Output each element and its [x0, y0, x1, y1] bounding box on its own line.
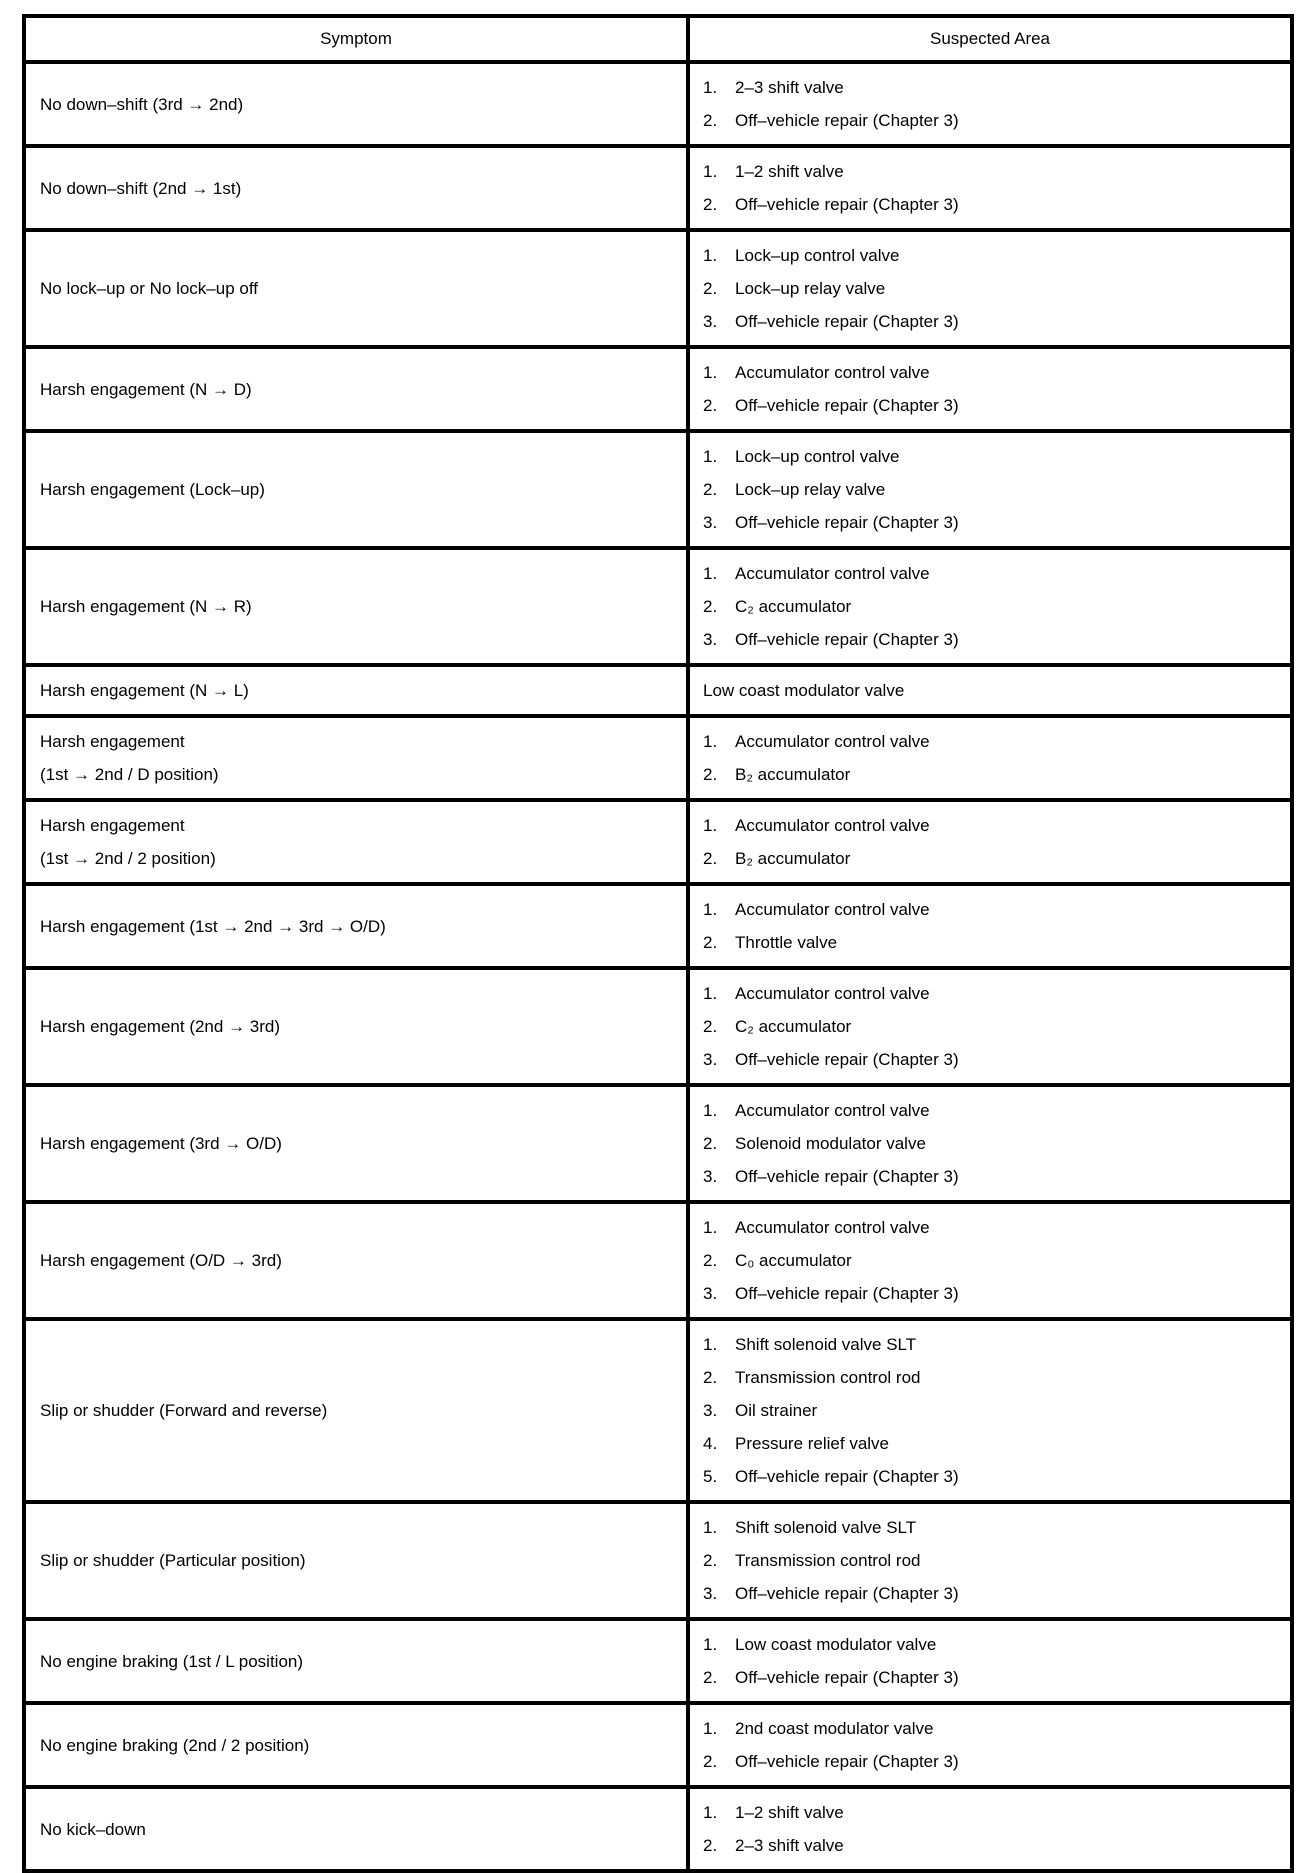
item-number: 3. — [703, 1284, 718, 1303]
symptom-text: No engine braking (1st / L position) — [40, 1651, 304, 1671]
item-text: 2nd coast modulator valve — [735, 1719, 934, 1738]
suspected-area-item — [703, 1628, 1282, 1661]
symptom-cell — [24, 884, 688, 968]
suspected-area-item — [703, 1511, 1282, 1544]
table-row — [24, 548, 1292, 665]
item-text: Off–vehicle repair (Chapter 3) — [735, 1284, 959, 1303]
suspected-area-item — [703, 1460, 1282, 1493]
table-row — [24, 1085, 1292, 1202]
suspected-area-cell — [688, 1319, 1292, 1502]
symptom-cell — [24, 431, 688, 548]
suspected-area-item — [703, 506, 1282, 539]
symptom-cell — [24, 1085, 688, 1202]
table-row — [24, 431, 1292, 548]
item-number: 2. — [703, 195, 718, 214]
suspected-area-cell — [688, 1619, 1292, 1703]
suspected-area-cell — [688, 146, 1292, 230]
table-row — [24, 665, 1292, 716]
item-text: Throttle valve — [735, 933, 838, 952]
symptom-text: Harsh engagement (3rd → O/D) — [40, 1134, 282, 1153]
item-number: 1. — [703, 984, 718, 1003]
symptom-text: Harsh engagement (N → D) — [40, 379, 252, 399]
table-row — [24, 884, 1292, 968]
symptom-text: No down–shift (2nd → 1st) — [40, 178, 242, 198]
symptom-cell — [24, 1502, 688, 1619]
symptom-cell — [24, 1319, 688, 1502]
suspected-area-cell — [688, 968, 1292, 1085]
suspected-area-item — [703, 440, 1282, 473]
suspected-area-item — [703, 1544, 1282, 1577]
table-row — [24, 146, 1292, 230]
suspected-area-item — [703, 1745, 1282, 1778]
item-text: C₀ accumulator — [735, 1251, 852, 1270]
symptom-cell — [24, 1202, 688, 1319]
table-row — [24, 1787, 1292, 1871]
item-number: 2. — [703, 1836, 718, 1855]
symptom-text: No down–shift (3rd → 2nd) — [40, 94, 244, 114]
suspected-area-item — [703, 926, 1282, 959]
item-number: 3. — [703, 1401, 718, 1420]
item-text: Accumulator control valve — [735, 1218, 930, 1237]
suspected-area-cell — [688, 347, 1292, 431]
item-number: 2. — [703, 597, 718, 616]
suspected-area-item — [703, 1043, 1282, 1076]
item-number: 1. — [703, 1335, 718, 1354]
item-number: 2. — [703, 1134, 718, 1153]
suspected-area-item — [703, 1127, 1282, 1160]
item-number: 1. — [703, 564, 718, 583]
suspected-area-item — [703, 893, 1282, 926]
item-text: 2–3 shift valve — [735, 1836, 844, 1855]
item-text: Accumulator control valve — [735, 900, 930, 919]
item-number: 3. — [703, 513, 718, 532]
item-text: Accumulator control valve — [735, 564, 930, 583]
symptom-cell — [24, 716, 688, 800]
suspected-area-cell — [688, 716, 1292, 800]
symptom-cell — [24, 800, 688, 884]
item-number: 1. — [703, 816, 718, 835]
suspected-area-item — [703, 239, 1282, 272]
item-text: Off–vehicle repair (Chapter 3) — [735, 1668, 959, 1687]
item-text: Shift solenoid valve SLT — [735, 1518, 917, 1537]
item-text: Accumulator control valve — [735, 363, 930, 382]
item-text: Lock–up relay valve — [735, 279, 886, 298]
suspected-area-item — [703, 1244, 1282, 1277]
suspected-area-item — [703, 1361, 1282, 1394]
suspected-area-item — [703, 473, 1282, 506]
table-row — [24, 1319, 1292, 1502]
item-text: Off–vehicle repair (Chapter 3) — [735, 111, 959, 130]
item-number: 2. — [703, 1368, 718, 1387]
symptom-text: Harsh engagement (O/D → 3rd) — [40, 1251, 282, 1270]
item-number: 1. — [703, 1518, 718, 1537]
suspected-area-column-header: Suspected Area — [688, 16, 1292, 62]
item-text: Oil strainer — [735, 1401, 818, 1420]
item-number: 1. — [703, 1218, 718, 1237]
suspected-area-item — [703, 104, 1282, 137]
suspected-area-item — [703, 758, 1282, 791]
symptom-cell — [24, 1703, 688, 1787]
item-number: 3. — [703, 312, 718, 331]
suspected-area-item — [703, 71, 1282, 104]
header-row — [24, 16, 1292, 62]
item-number: 2. — [703, 279, 718, 298]
symptom-text: Slip or shudder (Particular position) — [40, 1551, 306, 1570]
item-text: Solenoid modulator valve — [735, 1134, 926, 1153]
suspected-area-item — [703, 557, 1282, 590]
item-number: 1. — [703, 1803, 718, 1822]
suspected-area-cell — [688, 1085, 1292, 1202]
item-text: Off–vehicle repair (Chapter 3) — [735, 1467, 959, 1486]
item-number: 4. — [703, 1434, 718, 1453]
suspected-area-item — [703, 977, 1282, 1010]
suspected-area-item — [703, 305, 1282, 338]
item-number: 1. — [703, 246, 718, 265]
table-body — [24, 62, 1292, 1871]
table-row — [24, 800, 1292, 884]
symptom-cell — [24, 968, 688, 1085]
suspected-area-item — [703, 674, 1282, 707]
item-text: Off–vehicle repair (Chapter 3) — [735, 1584, 959, 1603]
item-text: 2–3 shift valve — [735, 78, 844, 97]
suspected-area-item — [703, 1160, 1282, 1193]
suspected-area-item — [703, 1211, 1282, 1244]
item-text: Lock–up relay valve — [735, 480, 886, 499]
symptom-cell — [24, 548, 688, 665]
item-number: 1. — [703, 900, 718, 919]
item-number: 1. — [703, 732, 718, 751]
suspected-area-cell — [688, 665, 1292, 716]
item-number: 1. — [703, 1719, 718, 1738]
item-number: 3. — [703, 630, 718, 649]
suspected-area-item — [703, 188, 1282, 221]
symptom-cell — [24, 1619, 688, 1703]
item-text: Off–vehicle repair (Chapter 3) — [735, 1050, 959, 1069]
symptom-cell — [24, 146, 688, 230]
item-text: Accumulator control valve — [735, 984, 930, 1003]
item-text: Low coast modulator valve — [703, 681, 905, 700]
suspected-area-item — [703, 1094, 1282, 1127]
symptom-text: Harsh engagement (N → R) — [40, 597, 252, 616]
item-text: Accumulator control valve — [735, 1101, 930, 1120]
symptom-cell — [24, 62, 688, 146]
item-number: 1. — [703, 1635, 718, 1654]
symptom-text: No lock–up or No lock–up off — [40, 279, 258, 298]
item-text: Accumulator control valve — [735, 816, 930, 835]
item-number: 2. — [703, 396, 718, 415]
item-text: Shift solenoid valve SLT — [735, 1335, 917, 1354]
suspected-area-item — [703, 389, 1282, 422]
suspected-area-cell — [688, 884, 1292, 968]
item-text: Off–vehicle repair (Chapter 3) — [735, 312, 959, 331]
suspected-area-item — [703, 725, 1282, 758]
item-text: Off–vehicle repair (Chapter 3) — [735, 396, 959, 415]
item-number: 2. — [703, 765, 718, 784]
symptom-text: (1st → 2nd / 2 position) — [40, 849, 216, 868]
item-number: 2. — [703, 1251, 718, 1270]
item-text: Off–vehicle repair (Chapter 3) — [735, 630, 959, 649]
suspected-area-item — [703, 1796, 1282, 1829]
item-number: 2. — [703, 1017, 718, 1036]
symptom-text: No engine braking (2nd / 2 position) — [40, 1735, 310, 1755]
suspected-area-item — [703, 272, 1282, 305]
item-number: 2. — [703, 111, 718, 130]
suspected-area-item — [703, 1712, 1282, 1745]
table-row — [24, 716, 1292, 800]
suspected-area-item — [703, 1427, 1282, 1460]
symptom-cell — [24, 665, 688, 716]
item-number: 1. — [703, 162, 718, 181]
item-number: 3. — [703, 1050, 718, 1069]
item-text: Lock–up control valve — [735, 246, 900, 265]
symptom-text: Harsh engagement (Lock–up) — [40, 480, 265, 499]
troubleshooting-table — [22, 14, 1294, 1873]
table-row — [24, 1619, 1292, 1703]
suspected-area-item — [703, 809, 1282, 842]
suspected-area-cell — [688, 62, 1292, 146]
suspected-area-cell — [688, 800, 1292, 884]
table-row — [24, 347, 1292, 431]
item-text: Accumulator control valve — [735, 732, 930, 751]
symptom-cell — [24, 347, 688, 431]
item-text: Low coast modulator valve — [735, 1635, 937, 1654]
symptom-text: Harsh engagement (2nd → 3rd) — [40, 1017, 281, 1036]
suspected-area-cell — [688, 1502, 1292, 1619]
suspected-area-item — [703, 590, 1282, 623]
suspected-area-cell — [688, 431, 1292, 548]
table-row — [24, 1202, 1292, 1319]
item-text: Off–vehicle repair (Chapter 3) — [735, 195, 959, 214]
table-row — [24, 230, 1292, 347]
suspected-area-item — [703, 1277, 1282, 1310]
item-text: Off–vehicle repair (Chapter 3) — [735, 513, 959, 532]
suspected-area-cell — [688, 1202, 1292, 1319]
item-number: 1. — [703, 1101, 718, 1120]
suspected-area-item — [703, 1010, 1282, 1043]
item-text: B₂ accumulator — [735, 765, 851, 784]
suspected-area-item — [703, 1577, 1282, 1610]
item-number: 2. — [703, 1551, 718, 1570]
suspected-area-item — [703, 356, 1282, 389]
item-text: C₂ accumulator — [735, 597, 852, 616]
item-number: 1. — [703, 78, 718, 97]
item-number: 3. — [703, 1584, 718, 1603]
symptom-text: No kick–down — [40, 1819, 146, 1839]
item-text: 1–2 shift valve — [735, 1803, 844, 1822]
item-text: Lock–up control valve — [735, 447, 900, 466]
suspected-area-item — [703, 623, 1282, 656]
suspected-area-item — [703, 155, 1282, 188]
table-row — [24, 62, 1292, 146]
symptom-text: Slip or shudder (Forward and reverse) — [40, 1401, 328, 1420]
item-number: 2. — [703, 849, 718, 868]
item-number: 1. — [703, 363, 718, 382]
item-text: Transmission control rod — [735, 1551, 921, 1570]
suspected-area-cell — [688, 1703, 1292, 1787]
item-number: 2. — [703, 1668, 718, 1687]
symptom-cell — [24, 1787, 688, 1871]
item-number: 2. — [703, 933, 718, 952]
suspected-area-cell — [688, 230, 1292, 347]
suspected-area-item — [703, 842, 1282, 875]
item-text: Pressure relief valve — [735, 1434, 890, 1453]
suspected-area-cell — [688, 548, 1292, 665]
suspected-area-item — [703, 1829, 1282, 1862]
symptom-text: Harsh engagement — [40, 732, 185, 751]
suspected-area-item — [703, 1394, 1282, 1427]
suspected-area-item — [703, 1328, 1282, 1361]
item-text: Off–vehicle repair (Chapter 3) — [735, 1752, 959, 1771]
item-text: Transmission control rod — [735, 1368, 921, 1387]
suspected-area-cell — [688, 1787, 1292, 1871]
table-row — [24, 1703, 1292, 1787]
symptom-cell — [24, 230, 688, 347]
item-text: Off–vehicle repair (Chapter 3) — [735, 1167, 959, 1186]
item-number: 5. — [703, 1467, 718, 1486]
item-text: C₂ accumulator — [735, 1017, 852, 1036]
item-text: 1–2 shift valve — [735, 162, 844, 181]
item-number: 1. — [703, 447, 718, 466]
item-number: 2. — [703, 1752, 718, 1771]
symptom-text: (1st → 2nd / D position) — [40, 765, 219, 784]
symptom-column-header: Symptom — [24, 16, 688, 62]
symptom-text: Harsh engagement (1st → 2nd → 3rd → O/D) — [40, 916, 386, 936]
suspected-area-item — [703, 1661, 1282, 1694]
symptom-text: Harsh engagement — [40, 816, 185, 835]
table-row — [24, 1502, 1292, 1619]
table-row — [24, 968, 1292, 1085]
item-number: 2. — [703, 480, 718, 499]
symptom-text: Harsh engagement (N → L) — [40, 681, 249, 700]
item-number: 3. — [703, 1167, 718, 1186]
item-text: B₂ accumulator — [735, 849, 851, 868]
